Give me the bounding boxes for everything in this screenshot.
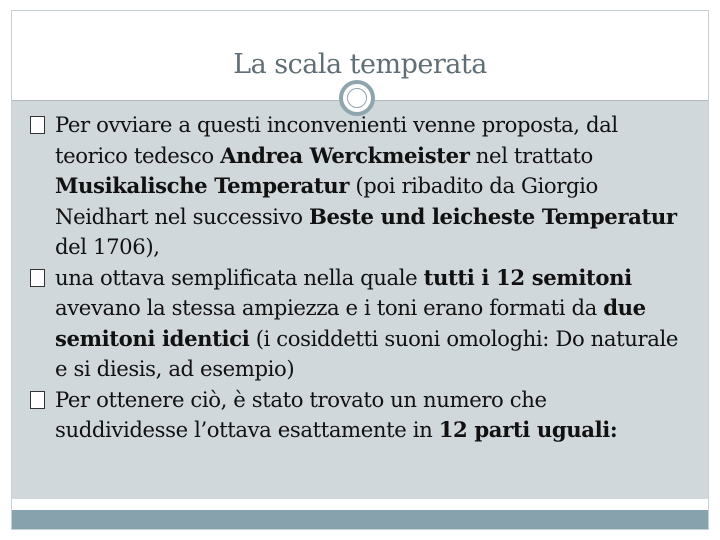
bullet-paragraph-3 bbox=[30, 385, 680, 446]
para-1-run-4: Musikalische Temperatur bbox=[55, 173, 350, 198]
slide-title: La scala temperata bbox=[233, 49, 487, 80]
para-2-run-5: (i cosiddetti suoni omologhi: Do naturale e si diesis, ad esempio) bbox=[55, 325, 678, 381]
para-2-run-1: una ottava semplificata nella quale bbox=[55, 264, 424, 290]
square-bullet-icon bbox=[30, 269, 45, 287]
para-1-run-6: Beste und leicheste Temperatur bbox=[308, 203, 677, 229]
bullet-paragraph-2 bbox=[30, 263, 680, 385]
footer-band bbox=[12, 510, 708, 529]
bullet-paragraph-1 bbox=[30, 110, 680, 263]
slide-content bbox=[30, 110, 680, 446]
para-2-run-3: avevano la stessa ampiezza e i toni erano formati da bbox=[55, 295, 604, 320]
para-3-run-1: Per ottenere ciò, è stato trovato un numero che suddividesse l’ottava esattamente in bbox=[55, 386, 547, 442]
ring-inner bbox=[347, 88, 367, 108]
para-1-run-2: Andrea Werckmeister bbox=[220, 142, 470, 168]
para-1-run-3: nel trattato bbox=[469, 142, 593, 168]
para-3-run-2: 12 parti uguali: bbox=[438, 417, 618, 442]
para-1-run-7: del 1706), bbox=[55, 234, 160, 259]
para-1-run-5: (poi ribadito da Giorgio Neidhart nel successivo bbox=[55, 173, 598, 229]
square-bullet-icon bbox=[30, 391, 45, 409]
para-1-run-1: Per ovviare a questi inconvenienti venne proposta, dal teorico tedesco bbox=[55, 112, 618, 168]
square-bullet-icon bbox=[30, 116, 45, 134]
para-2-run-4: due semitoni identici bbox=[55, 295, 646, 351]
para-2-run-2: tutti i 12 semitoni bbox=[423, 264, 632, 290]
